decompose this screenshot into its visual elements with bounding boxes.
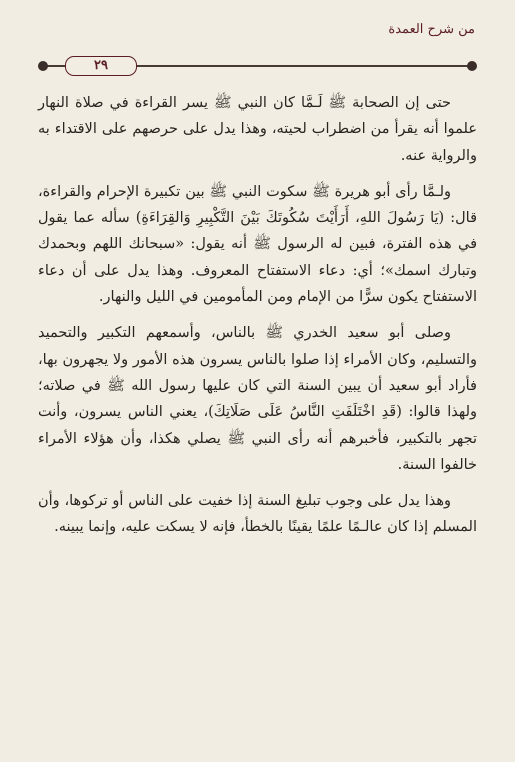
rule-end-dot-right [467, 61, 477, 71]
paragraph-3: وصلى أبو سعيد الخدري ﷺ بالناس، وأسمعهم التكبير والتحميد والتسليم، وكان الأمراء إذا صلوا بالناس يسرون هذه الأمور ولا يجهرون بها، فأراد أبو سعيد أن يبين السنة التي كان عليها رسول الله ﷺ في صلاته؛ ولهذا قالوا: (قَدِ اخْتَلَفَتِ النَّاسُ عَلَى صَلَاتِكَ)، يعني الناس يسرون، وأنت تجهر بالتكبير، فأخبرهم أنه رأى النبي ﷺ يصلي هكذا، وأن هؤلاء الأمراء خالفوا السنة. [38, 325, 477, 473]
running-head: من شرح العمدة [388, 22, 475, 37]
paragraph-2: ولـمَّا رأى أبو هريرة ﷺ سكوت النبي ﷺ بين تكبيرة الإحرام والقراءة، قال: (يَا رَسُولَ اللهِ، أَرَأَيْتَ سُكُوتَكَ بَيْنَ التَّكْبِيرِ وَالقِرَاءَةِ) سأله عما يقول في هذه الفترة، فبين له الرسول ﷺ أنه يقول: «سبحانك اللهم وبحمدك وتبارك اسمك»؛ أي: دعاء الاستفتاح المعروف. وهذا يدل على أن دعاء الاستفتاح يكون سرًّا من الإمام ومن المأمومين في الليل والنهار. [38, 183, 477, 306]
body-text [38, 90, 477, 551]
paragraph-4: وهذا يدل على وجوب تبليغ السنة إذا خفيت على الناس أو تركوها، وأن المسلم إذا كان عالـمًا علمًا يقينًا بالخطأ، فإنه لا يسكت عليه، وإنما يبينه. [38, 493, 477, 536]
paragraph-1: حتى إن الصحابة ﷺ لَـمَّا كان النبي ﷺ يسر القراءة في صلاة النهار علموا أنه يقرأ من اضطراب لحيته، وهذا يدل على حرصهم على الاقتداء به والرواية عنه. [38, 95, 477, 164]
rule-end-dot-left [38, 61, 48, 71]
header-rule [38, 56, 477, 76]
page-number: ٢٩ [65, 56, 137, 76]
